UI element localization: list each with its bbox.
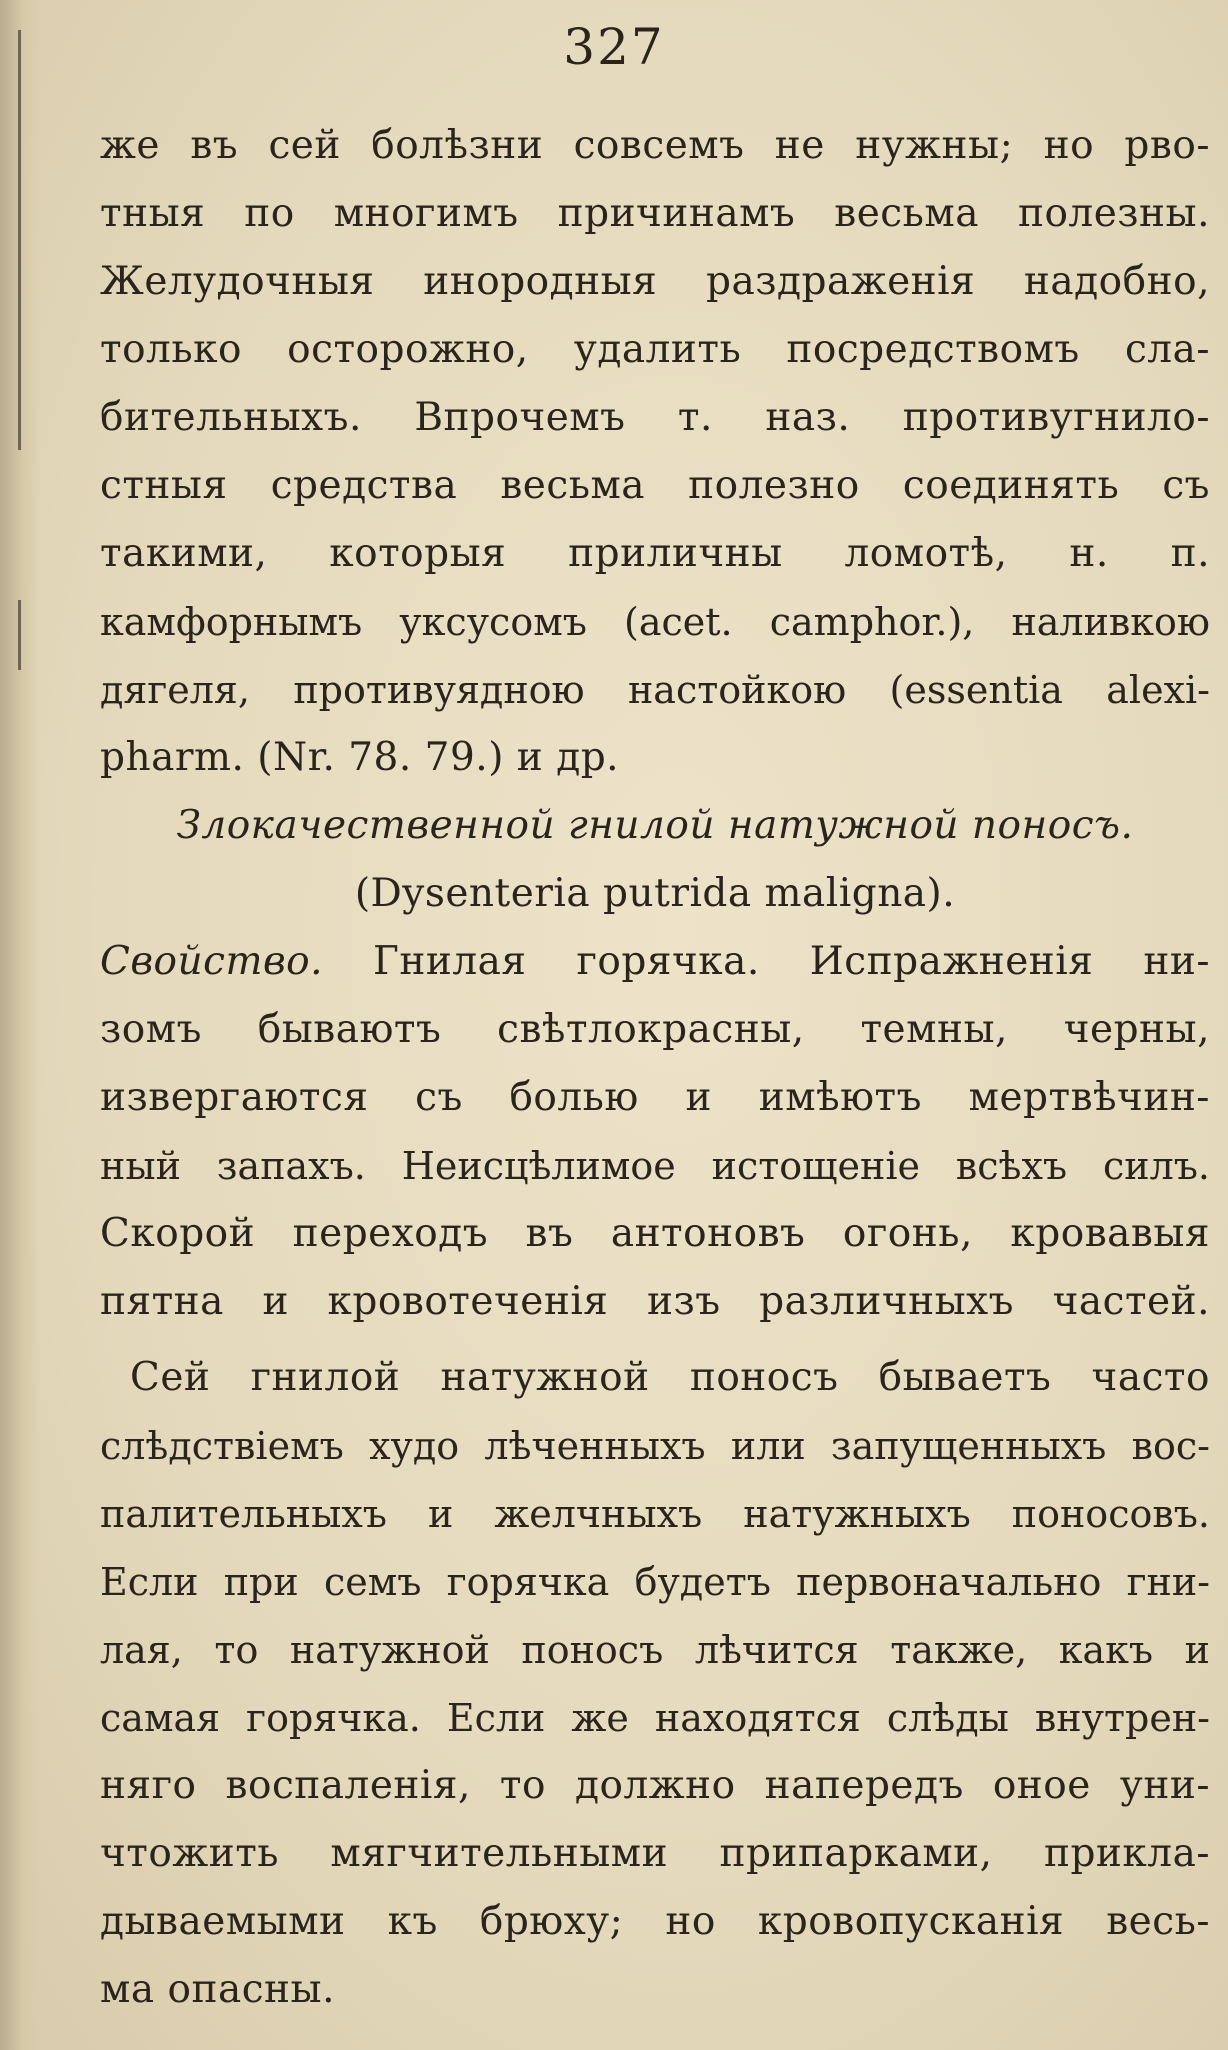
text-line: бительныхъ. Впрочемъ т. наз. противугнило- [100,395,1210,440]
text-line: слѣдствіемъ худо лѣченныхъ или запущенныхъ вос- [100,1424,1210,1468]
text-line: стныя средства весьма полезно соединять съ [100,463,1210,508]
gutter-shadow-line [18,600,21,670]
text-line: только осторожно, удалить посредствомъ сла- [100,327,1210,372]
paragraph-2 [100,928,1210,1336]
text-line: же въ сей болѣзни совсемъ не нужны; но рво- [100,123,1210,168]
text-line: Сей гнилой натужной поносъ бываетъ часто [130,1355,1210,1400]
text-line: Желудочныя инородныя раздраженія надобно, [100,259,1210,304]
lead-rest: Гнилая горячка. Испражненія ни- [373,939,1210,984]
text-line: няго воспаленія, то должно напередъ оное уни- [100,1763,1210,1808]
latin-heading: (Dysenteria putrida maligna). [354,871,956,916]
section-heading: Злокачественной гнилой натужной поносъ. [176,803,1134,848]
text-line: ный запахъ. Неисцѣлимое истощеніе всѣхъ силъ. [100,1144,1210,1188]
text-line: палительныхъ и желчныхъ натужныхъ поносовъ. [100,1492,1210,1536]
page-gutter [0,0,40,2050]
text-line: зомъ бываютъ свѣтлокрасны, темны, черны, [100,1007,1210,1052]
text-line: чтожить мягчительными припарками, прикла- [100,1831,1210,1876]
paragraph-3 [100,1344,1210,2024]
text-line: ма опасны. [100,1967,335,2012]
page-text [100,112,1210,2024]
text-line [100,928,1210,996]
text-line: самая горячка. Если же находятся слѣды внутрен- [100,1696,1210,1740]
paragraph-1 [100,112,1210,792]
text-line: дываемыми къ брюху; но кровопусканія весь- [100,1899,1210,1944]
text-line: тныя по многимъ причинамъ весьма полезны. [100,191,1210,236]
text-line: такими, которыя приличны ломотѣ, н. п. [100,531,1210,576]
text-line: лая, то натужной поносъ лѣчится также, какъ и [100,1628,1210,1672]
text-line: Если при семъ горячка будетъ первоначально гни- [100,1560,1210,1604]
text-line: камфорнымъ уксусомъ (acet. camphor.), наливкою [100,600,1210,644]
text-line: дягеля, противуядною настойкою (essentia alexi- [100,668,1210,712]
page-number: 327 [563,18,665,76]
lead-term: Свойство. [100,939,324,984]
text-line: пятна и кровотеченія изъ различныхъ частей. [100,1279,1210,1324]
gutter-shadow-line [18,30,21,450]
text-line: Скорой переходъ въ антоновъ огонь, кровавыя [100,1211,1210,1256]
text-line: извергаются съ болью и имѣютъ мертвѣчин- [100,1075,1210,1120]
text-line: pharm. (Nr. 78. 79.) и др. [100,735,620,780]
